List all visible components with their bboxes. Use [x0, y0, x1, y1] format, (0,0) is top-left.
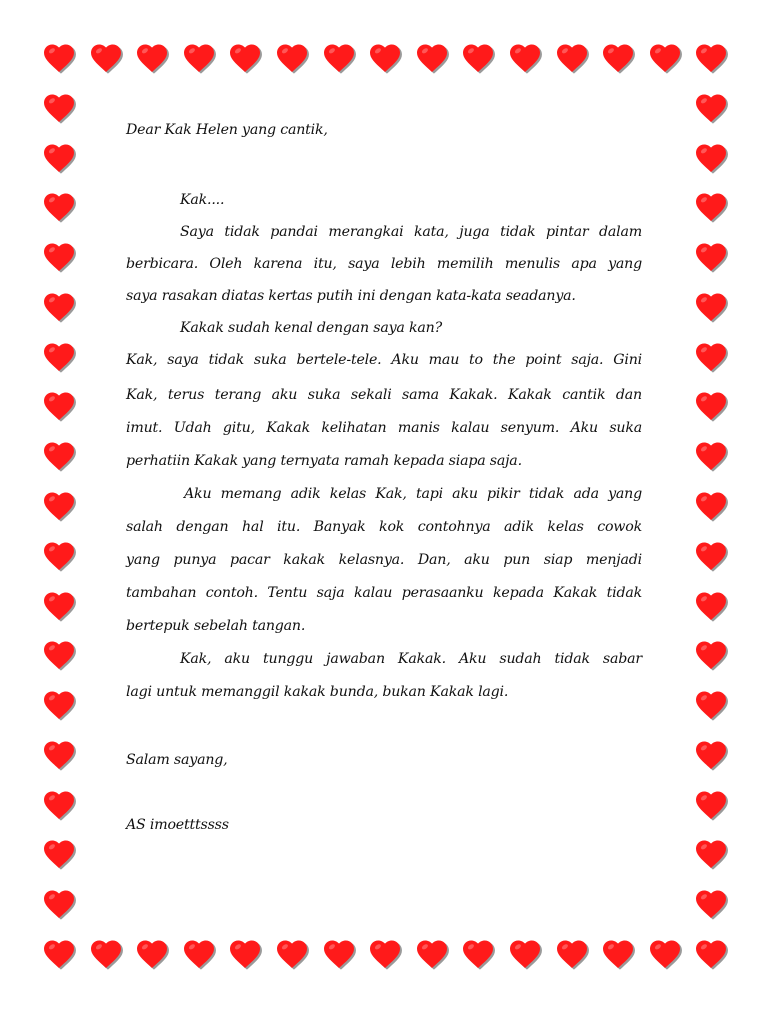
heart-icon: [40, 588, 78, 624]
letter-line: Kak, saya tidak suka bertele-tele. Aku mau to the point saja. Gini: [126, 352, 642, 368]
heart-icon: [40, 836, 78, 872]
heart-icon: [692, 388, 730, 424]
heart-icon: [692, 488, 730, 524]
heart-icon: [133, 936, 171, 972]
letter-closing: Salam sayang,: [126, 752, 228, 768]
heart-icon: [180, 40, 218, 76]
letter-line: bertepuk sebelah tangan.: [126, 618, 306, 634]
letter-line: Saya tidak pandai merangkai kata, juga tidak pintar dalam: [180, 224, 642, 240]
heart-icon: [692, 140, 730, 176]
letter-line: Aku memang adik kelas Kak, tapi aku pikir tidak ada yang: [184, 486, 642, 502]
heart-icon: [40, 140, 78, 176]
heart-icon: [459, 936, 497, 972]
heart-icon: [226, 936, 264, 972]
heart-icon: [133, 40, 171, 76]
heart-icon: [413, 936, 451, 972]
letter-line: saya rasakan diatas kertas putih ini dengan kata-kata seadanya.: [126, 288, 576, 304]
heart-icon: [273, 40, 311, 76]
heart-icon: [692, 289, 730, 325]
letter-greeting: Dear Kak Helen yang cantik,: [126, 122, 328, 138]
heart-icon: [320, 40, 358, 76]
heart-icon: [692, 339, 730, 375]
letter-line: tambahan contoh. Tentu saja kalau perasaanku kepada Kakak tidak: [126, 585, 642, 601]
heart-icon: [692, 40, 730, 76]
heart-icon: [40, 538, 78, 574]
heart-icon: [692, 538, 730, 574]
heart-icon: [40, 637, 78, 673]
heart-icon: [692, 189, 730, 225]
heart-icon: [40, 339, 78, 375]
heart-icon: [646, 40, 684, 76]
heart-icon: [40, 787, 78, 823]
heart-icon: [692, 90, 730, 126]
heart-icon: [553, 936, 591, 972]
heart-icon: [692, 687, 730, 723]
heart-icon: [692, 836, 730, 872]
heart-icon: [692, 438, 730, 474]
heart-icon: [692, 588, 730, 624]
letter-line: Kak, terus terang aku suka sekali sama Kakak. Kakak cantik dan: [126, 387, 642, 403]
heart-icon: [692, 787, 730, 823]
heart-icon: [646, 936, 684, 972]
letter-line: yang punya pacar kakak kelasnya. Dan, aku pun siap menjadi: [126, 552, 642, 568]
letter-line: Kak....: [180, 192, 225, 208]
heart-icon: [87, 936, 125, 972]
heart-icon: [40, 189, 78, 225]
heart-icon: [413, 40, 451, 76]
heart-icon: [459, 40, 497, 76]
heart-icon: [40, 488, 78, 524]
heart-icon: [40, 40, 78, 76]
heart-icon: [40, 388, 78, 424]
letter-line: lagi untuk memanggil kakak bunda, bukan Kakak lagi.: [126, 684, 509, 700]
heart-icon: [87, 40, 125, 76]
heart-icon: [40, 239, 78, 275]
heart-icon: [320, 936, 358, 972]
heart-icon: [553, 40, 591, 76]
heart-icon: [599, 40, 637, 76]
heart-icon: [40, 936, 78, 972]
heart-icon: [226, 40, 264, 76]
heart-icon: [40, 289, 78, 325]
heart-icon: [40, 438, 78, 474]
heart-icon: [40, 886, 78, 922]
heart-icon: [180, 936, 218, 972]
letter-line: Kak, aku tunggu jawaban Kakak. Aku sudah tidak sabar: [180, 651, 642, 667]
letter-line: perhatiin Kakak yang ternyata ramah kepada siapa saja.: [126, 453, 522, 469]
heart-icon: [273, 936, 311, 972]
heart-icon: [40, 737, 78, 773]
heart-icon: [506, 936, 544, 972]
letter-signature: AS imoetttssss: [126, 817, 229, 833]
heart-icon: [366, 40, 404, 76]
heart-icon: [692, 936, 730, 972]
heart-icon: [506, 40, 544, 76]
heart-icon: [40, 687, 78, 723]
heart-icon: [366, 936, 404, 972]
letter-line: Kakak sudah kenal dengan saya kan?: [180, 320, 442, 336]
letter-line: berbicara. Oleh karena itu, saya lebih memilih menulis apa yang: [126, 256, 642, 272]
heart-icon: [692, 886, 730, 922]
heart-icon: [692, 239, 730, 275]
letter-line: salah dengan hal itu. Banyak kok contohnya adik kelas cowok: [126, 519, 642, 535]
heart-icon: [692, 737, 730, 773]
heart-icon: [40, 90, 78, 126]
letter-line: imut. Udah gitu, Kakak kelihatan manis kalau senyum. Aku suka: [126, 420, 642, 436]
heart-icon: [599, 936, 637, 972]
heart-icon: [692, 637, 730, 673]
